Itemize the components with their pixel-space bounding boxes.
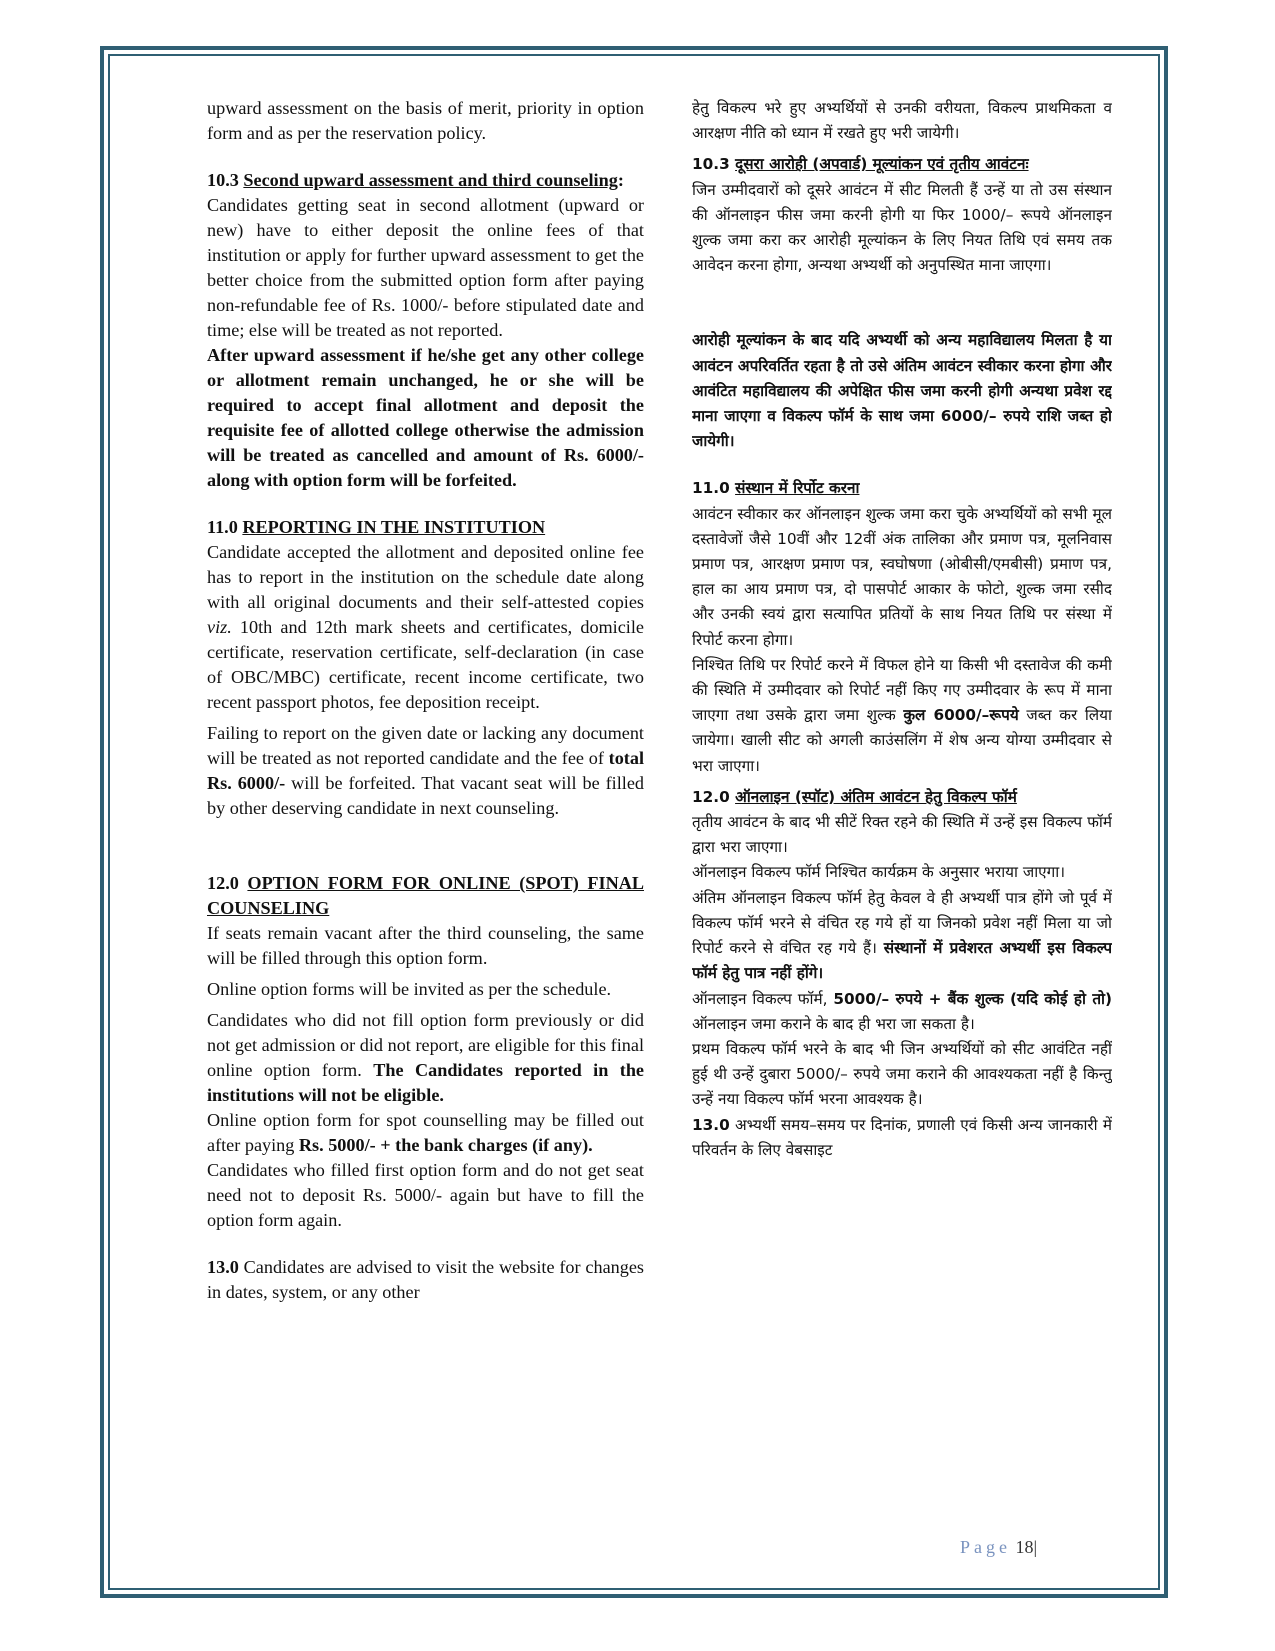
en-section-12-0-paragraph-2: Online option forms will be invited as per the schedule. (207, 979, 612, 999)
hi-section-10-3-paragraph-2: आरोही मूल्यांकन के बाद यदि अभ्यर्थी को अन्य महाविद्यालय मिलता है या आवंटन अपरिवर्तित रहता है तो उसे अंतिम आवंटन स्वीकार करना होगा और आवंटित महाविद्यालय की अपेक्षित फीस जमा करनी होगी अन्यथा प्रवेश रद्द माना जाएगा व विकल्प फॉर्म के साथ जमा 6000/– रुपये राशि जब्त हो जायेगी। (692, 331, 1112, 451)
en-section-12-0-heading (207, 871, 644, 921)
english-column (207, 96, 644, 1536)
en-intro-paragraph: upward assessment on the basis of merit, priority in option form and as per the reservation policy. (207, 98, 644, 143)
en-section-11-0-number: 11.0 (207, 517, 238, 537)
hi-section-12-0-title: ऑनलाइन (स्पॉट) अंतिम आवंटन हेतु विकल्प फॉर्म (735, 787, 1017, 806)
en-section-10-3-number: 10.3 (207, 170, 239, 190)
hi-section-11-0-paragraph-2: निश्चित तिथि पर रिपोर्ट करने में विफल होने या किसी भी दस्तावेज की कमी की स्थिति में उम्मीदवार को रिपोर्ट नहीं किए गए उम्मीदवार के रूप में माना जाएगा तथा उसके द्वारा जमा शुल्क कुल 6000/–रूपये जब्त कर लिया जायेगा। खाली सीट को अगली काउंसलिंग में शेष अन्य योग्या उम्मीदवार से भरा जाएगा। (692, 655, 1112, 775)
hi-section-11-0-number: 11.0 (692, 479, 730, 498)
en-section-12-0-paragraph-5: Candidates who filled first option form and do not get seat need not to deposit Rs. 5000/- again but have to fill the option form again. (207, 1160, 644, 1230)
en-section-12-0-number: 12.0 (207, 873, 239, 893)
hindi-column (692, 96, 1112, 1536)
hi-section-11-0-title: संस्थान में रिर्पोट करना (735, 479, 860, 498)
en-section-10-3-heading: 10.3 Second upward assessment and third counseling: (207, 170, 624, 190)
hi-section-11-0-heading (692, 476, 1112, 501)
hi-section-12-0-paragraph-1: तृतीय आवंटन के बाद भी सीटें रिक्त रहने की स्थिति में उन्हें इस विकल्प फॉर्म द्वारा भरा जाएगा। (692, 813, 1112, 857)
page-number: 18 (1015, 1537, 1034, 1557)
en-section-10-3-paragraph-2: After upward assessment if he/she get any other college or allotment remain unchanged, he or she will be required to accept final allotment and deposit the requisite fee of allotted college otherwise the admission will be treated as cancelled and amount of Rs. 6000/- along with option form will be forfeited. (207, 345, 644, 490)
hi-section-12-0-heading (692, 785, 1112, 810)
en-section-12-0-title: OPTION FORM FOR ONLINE (SPOT) FINAL COUNSELING (207, 873, 644, 918)
hi-section-12-0-paragraph-4: ऑनलाइन विकल्प फॉर्म, 5000/– रुपये + बैंक शुल्क (यदि कोई हो तो) ऑनलाइन जमा कराने के बाद ही भरा जा सकता है। (692, 989, 1112, 1033)
hi-section-12-0-paragraph-2: ऑनलाइन विकल्प फॉर्म निश्चित कार्यक्रम के अनुसार भराया जाएगा। (692, 863, 1065, 882)
en-section-13-0-paragraph: 13.0 Candidates are advised to visit the website for changes in dates, system, or any other (207, 1257, 644, 1302)
page-number-footer (960, 1537, 1037, 1558)
en-section-11-0-title: REPORTING IN THE INSTITUTION (242, 517, 546, 537)
hi-section-12-0-number: 12.0 (692, 787, 730, 806)
en-section-12-0-paragraph-1: If seats remain vacant after the third counseling, the same will be filled through this option form. (207, 923, 644, 968)
page-label: Page (960, 1537, 1011, 1557)
en-section-12-0-paragraph-4: Online option form for spot counselling may be filled out after paying Rs. 5000/- + the bank charges (if any). (207, 1110, 644, 1155)
hi-section-13-0-paragraph: 13.0 अभ्यर्थी समय–समय पर दिनांक, प्रणाली एवं किसी अन्य जानकारी में परिवर्तन के लिए वेबसाइट (692, 1115, 1112, 1159)
hi-section-10-3-paragraph-1: जिन उम्मीदवारों को दूसरे आवंटन में सीट मिलती हैं उन्हें या तो उस संस्थान की ऑनलाइन फीस जमा करनी होगी या फिर 1000/– रूपये ऑनलाइन शुल्क जमा करा कर आरोही मूल्यांकन के लिए नियत तिथि एवं समय तक आवेदन करना होगा, अन्यथा अभ्यर्थी को अनुपस्थित माना जाएगा। (692, 180, 1112, 275)
en-section-11-0-paragraph-1: Candidate accepted the allotment and deposited online fee has to report in the institution on the schedule date along with all original documents and their self-attested copies viz. 10th and 12th mark sheets and certificates, domicile certificate, reservation certificate, self-declaration (in case of OBC/MBC) certificate, recent income certificate, two recent passport photos, fee deposition receipt. (207, 542, 644, 712)
hi-section-10-3-title: दूसरा आरोही (अपवार्ड) मूल्यांकन एवं तृतीय आवंटनः (735, 155, 1029, 174)
hi-section-12-0-paragraph-3: अंतिम ऑनलाइन विकल्प फॉर्म हेतु केवल वे ही अभ्यर्थी पात्र होंगे जो पूर्व में विकल्प फॉर्म भरने से वंचित रह गये हों या जिनको प्रवेश नहीं मिला या जो रिपोर्ट करने से वंचित रह गये हैं। संस्थानों में प्रवेशरत अभ्यर्थी इस विकल्प फॉर्म हेतु पात्र नहीं होंगे। (692, 888, 1112, 983)
hi-section-12-0-paragraph-5: प्रथम विकल्प फॉर्म भरने के बाद भी जिन अभ्यर्थियों को सीट आवंटित नहीं हुई थी उन्हें दुबारा 5000/– रुपये जमा कराने की आवश्यकता नहीं है किन्तु उन्हें नया विकल्प फॉर्म भरना आवश्यक है। (692, 1039, 1112, 1109)
hi-intro-paragraph: हेतु विकल्प भरे हुए अभ्यर्थियों से उनकी वरीयता, विकल्प प्राथमिकता व आरक्षण नीति को ध्यान में रखते हुए भरी जायेगी। (692, 99, 1112, 143)
en-section-12-0-paragraph-3: Candidates who did not fill option form previously or did not get admission or did not report, are eligible for this final online option form. The Candidates reported in the institutions will not be eligible. (207, 1010, 644, 1105)
en-section-11-0-heading (207, 515, 644, 540)
en-section-11-0-paragraph-2: Failing to report on the given date or lacking any document will be treated as not reported candidate and the fee of total Rs. 6000/- will be forfeited. That vacant seat will be filled by other deserving candidate in next counseling. (207, 723, 644, 818)
en-section-10-3-title: Second upward assessment and third counseling (243, 170, 618, 190)
page-separator: | (1033, 1537, 1038, 1557)
hi-section-10-3-heading (692, 152, 1112, 177)
hi-section-11-0-paragraph-1: आवंटन स्वीकार कर ऑनलाइन शुल्क जमा करा चुके अभ्यर्थियों को सभी मूल दस्तावेजों जैसे 10वीं और 12वीं अंक तालिका और प्रमाण पत्र, मूलनिवास प्रमाण पत्र, आरक्षण प्रमाण पत्र, स्वघोषणा (ओबीसी/एमबीसी) प्रमाण पत्र, हाल का आय प्रमाण पत्र, दो पासपोर्ट आकार के फोटो, शुल्क जमा रसीद और उनकी स्वयं द्वारा सत्यापित प्रतियों के साथ नियत तिथि पर संस्था में रिपोर्ट करना होगा। (692, 504, 1112, 649)
hi-section-10-3-number: 10.3 (692, 155, 730, 174)
en-section-10-3-paragraph-1: Candidates getting seat in second allotment (upward or new) have to either deposit the online fees of that institution or apply for further upward assessment to get the better choice from the submitted option form after paying non-refundable fee of Rs. 1000/- before stipulated date and time; else will be treated as not reported. (207, 195, 644, 340)
